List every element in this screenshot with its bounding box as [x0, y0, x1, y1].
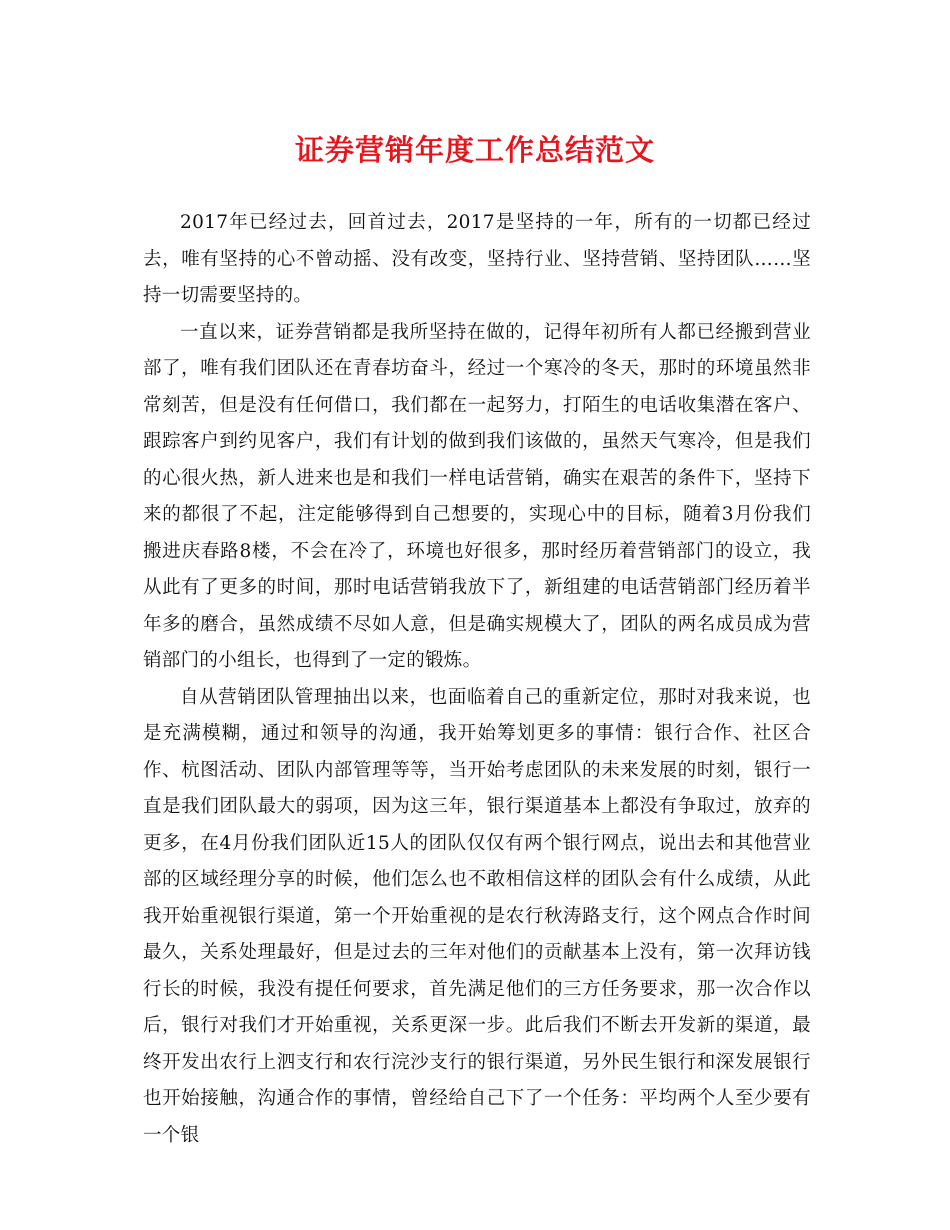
document-body: [143, 205, 811, 1154]
paragraph-2: 一直以来，证券营销都是我所坚持在做的，记得年初所有人都已经搬到营业部了，唯有我们团队还在青春坊奋斗，经过一个寒冷的冬天，那时的环境虽然非常刻苦，但是没有任何借口，我们都在一起努力，打陌生的电话收集潜在客户、跟踪客户到约见客户，我们有计划的做到我们该做的，虽然天气寒冷，但是我们的心很火热，新人进来也是和我们一样电话营销，确实在艰苦的条件下，坚持下来的都很了不起，注定能够得到自己想要的，实现心中的目标，随着3月份我们搬进庆春路8楼，不会在冷了，环境也好很多，那时经历着营销部门的设立，我从此有了更多的时间，那时电话营销我放下了，新组建的电话营销部门经历着半年多的磨合，虽然成绩不尽如人意，但是确实规模大了，团队的两名成员成为营销部门的小组长，也得到了一定的锻炼。: [143, 321, 811, 671]
paragraph-3: 自从营销团队管理抽出以来，也面临着自己的重新定位，那时对我来说，也是充满模糊，通过和领导的沟通，我开始筹划更多的事情：银行合作、社区合作、杭图活动、团队内部管理等等，当开始考虑团队的未来发展的时刻，银行一直是我们团队最大的弱项，因为这三年，银行渠道基本上都没有争取过，放弃的更多，在4月份我们团队近15人的团队仅仅有两个银行网点，说出去和其他营业部的区域经理分享的时候，他们怎么也不敢相信这样的团队会有什么成绩，从此我开始重视银行渠道，第一个开始重视的是农行秋涛路支行，这个网点合作时间最久，关系处理最好，但是过去的三年对他们的贡献基本上没有，第一次拜访钱行长的时候，我没有提任何要求，首先满足他们的三方任务要求，那一次合作以后，银行对我们才开始重视，关系更深一步。此后我们不断去开发新的渠道，最终开发出农行上泗支行和农行浣沙支行的银行渠道，另外民生银行和深发展银行也开始接触，沟通合作的事情，曾经给自己下了一个任务：平均两个人至少要有一个银: [143, 686, 811, 1146]
paragraph-1: 2017年已经过去，回首过去，2017是坚持的一年，所有的一切都已经过去，唯有坚持的心不曾动摇、没有改变，坚持行业、坚持营销、坚持团队……坚持一切需要坚持的。: [143, 212, 811, 306]
document-title: 证券营销年度工作总结范文: [294, 133, 655, 167]
